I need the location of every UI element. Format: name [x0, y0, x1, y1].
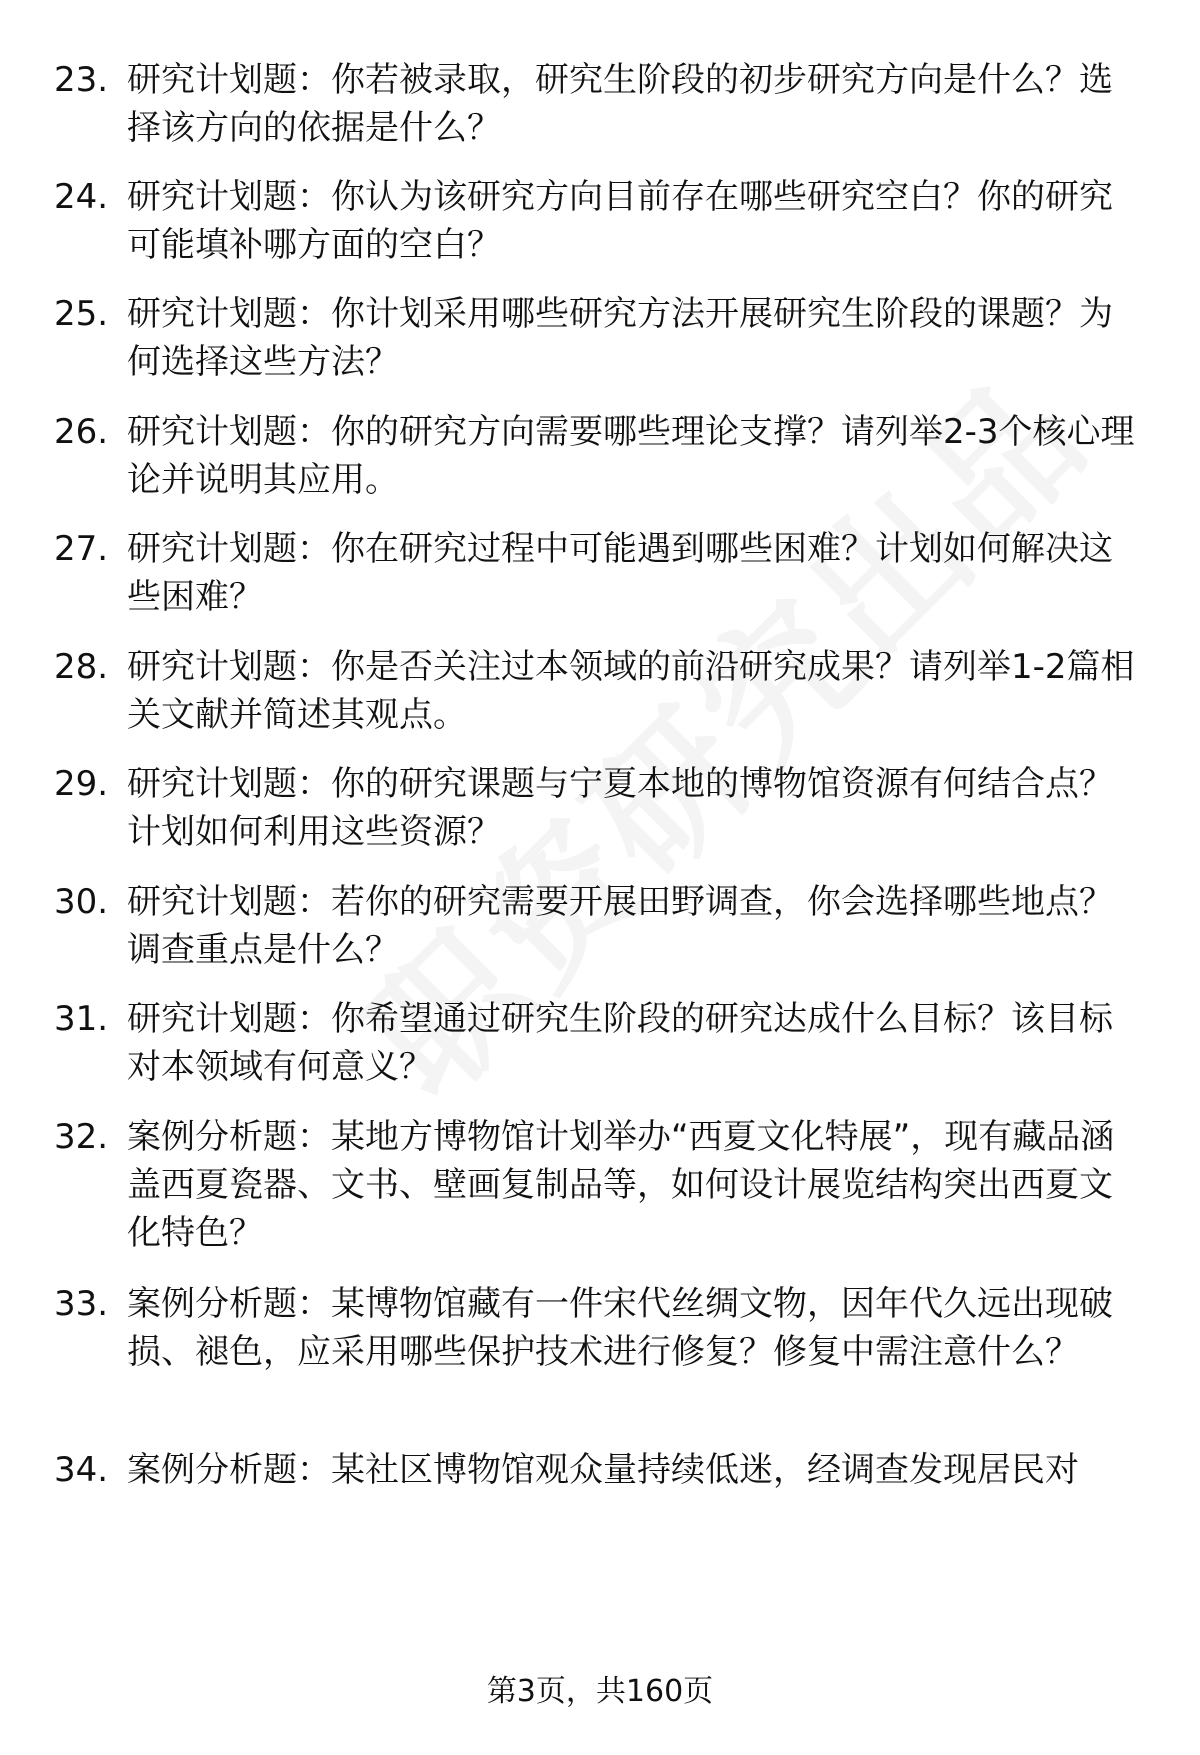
question-text: 研究计划题：你在研究过程中可能遇到哪些困难？计划如何解决这些困难？ [127, 529, 1113, 617]
question-number: 27. [54, 529, 109, 569]
question-number: 26. [54, 412, 109, 452]
question-number: 25. [54, 294, 109, 334]
question-number: 23. [54, 60, 109, 100]
question-text: 案例分析题：某地方博物馆计划举办“西夏文化特展”，现有藏品涵盖西夏瓷器、文书、壁画复制品等，如何设计展览结构突出西夏文化特色？ [127, 1117, 1115, 1253]
page-footer: 第3页，共160页 [486, 1674, 714, 1709]
question-text: 研究计划题：若你的研究需要开展田野调查，你会选择哪些地点？调查重点是什么？ [127, 882, 1113, 970]
question-text: 研究计划题：你计划采用哪些研究方法开展研究生阶段的课题？为何选择这些方法？ [127, 294, 1113, 382]
question-number: 32. [54, 1117, 109, 1157]
question-number: 31. [54, 999, 109, 1039]
question-number: 34. [54, 1450, 109, 1490]
question-text: 研究计划题：你希望通过研究生阶段的研究达成什么目标？该目标对本领域有何意义？ [127, 999, 1113, 1087]
question-text: 案例分析题：某社区博物馆观众量持续低迷，经调查发现居民对 [127, 1450, 1079, 1490]
question-text: 研究计划题：你是否关注过本领域的前沿研究成果？请列举1-2篇相关文献并简述其观点。 [127, 647, 1135, 735]
question-number: 28. [54, 647, 109, 687]
question-number: 33. [54, 1284, 109, 1324]
question-number: 30. [54, 882, 109, 922]
question-text: 研究计划题：你若被录取，研究生阶段的初步研究方向是什么？选择该方向的依据是什么？ [127, 60, 1113, 148]
question-text: 案例分析题：某博物馆藏有一件宋代丝绸文物，因年代久远出现破损、褪色，应采用哪些保护技术进行修复？修复中需注意什么？ [127, 1284, 1113, 1372]
question-text: 研究计划题：你的研究课题与宁夏本地的博物馆资源有何结合点？计划如何利用这些资源？ [127, 764, 1113, 852]
question-text: 研究计划题：你认为该研究方向目前存在哪些研究空白？你的研究可能填补哪方面的空白？ [127, 177, 1113, 265]
question-number: 24. [54, 177, 109, 217]
question-text: 研究计划题：你的研究方向需要哪些理论支撑？请列举2-3个核心理论并说明其应用。 [127, 412, 1135, 500]
question-number: 29. [54, 764, 109, 804]
